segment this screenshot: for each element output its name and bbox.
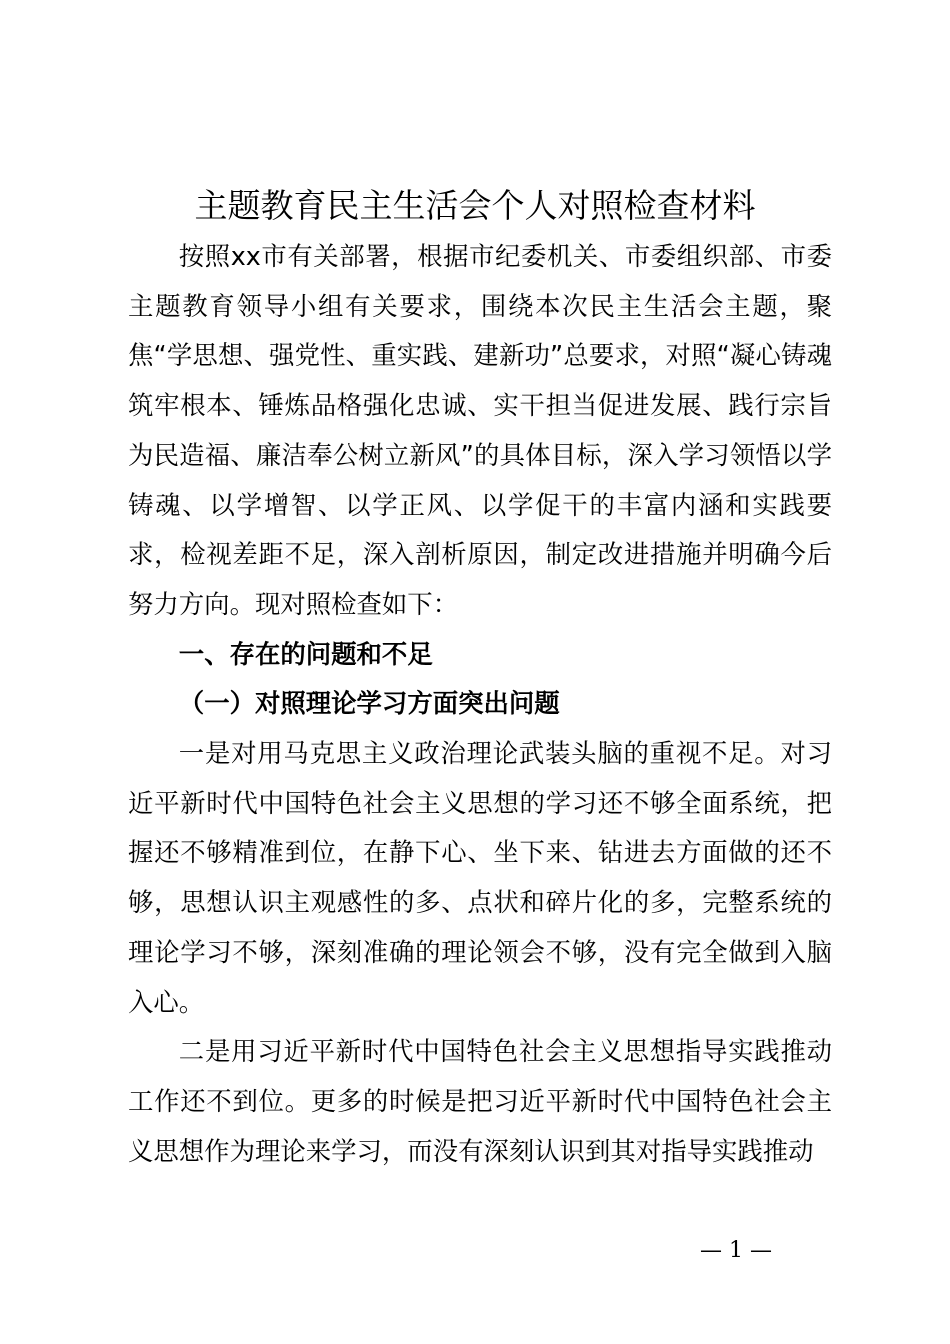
section-heading: 一、存在的问题和不足 (178, 638, 433, 669)
subsection-heading: （一）对照理论学习方面突出问题 (178, 688, 560, 719)
document-title: 主题教育民主生活会个人对照检查材料 (194, 186, 756, 225)
point-one-paragraph: 一是对用马克思主义政治理论武装头脑的重视不足。对习近平新时代中国特色社会主义思想的学习还不够全面系统，把握还不够精准到位，在静下心、坐下来、钻进去方面做的还不够，思想认识主观感性的多、点状和碎片化的多，完整系统的理论学习不够，深刻准确的理论领会不够，没有完全做到入脑入心。 (128, 738, 832, 1017)
page-number: — 1 — (700, 1238, 772, 1263)
point-two-paragraph: 二是用习近平新时代中国特色社会主义思想指导实践推动工作还不到位。更多的时候是把习近平新时代中国特色社会主义思想作为理论来学习，而没有深刻认识到其对指导实践推动 (128, 1036, 832, 1166)
document-body (128, 232, 832, 1176)
intro-paragraph: 按照xx市有关部署，根据市纪委机关、市委组织部、市委主题教育领导小组有关要求，围绕本次民主生活会主题，聚焦“学思想、强党性、重实践、建新功”总要求，对照“凝心铸魂筑牢根本、锤炼品格强化忠诚、实干担当促进发展、践行宗旨为民造福、廉洁奉公树立新风”的具体目标，深入学习领悟以学铸魂、以学增智、以学正风、以学促干的丰富内涵和实践要求，检视差距不足，深入剖析原因，制定改进措施并明确今后努力方向。现对照检查如下： (128, 241, 832, 619)
